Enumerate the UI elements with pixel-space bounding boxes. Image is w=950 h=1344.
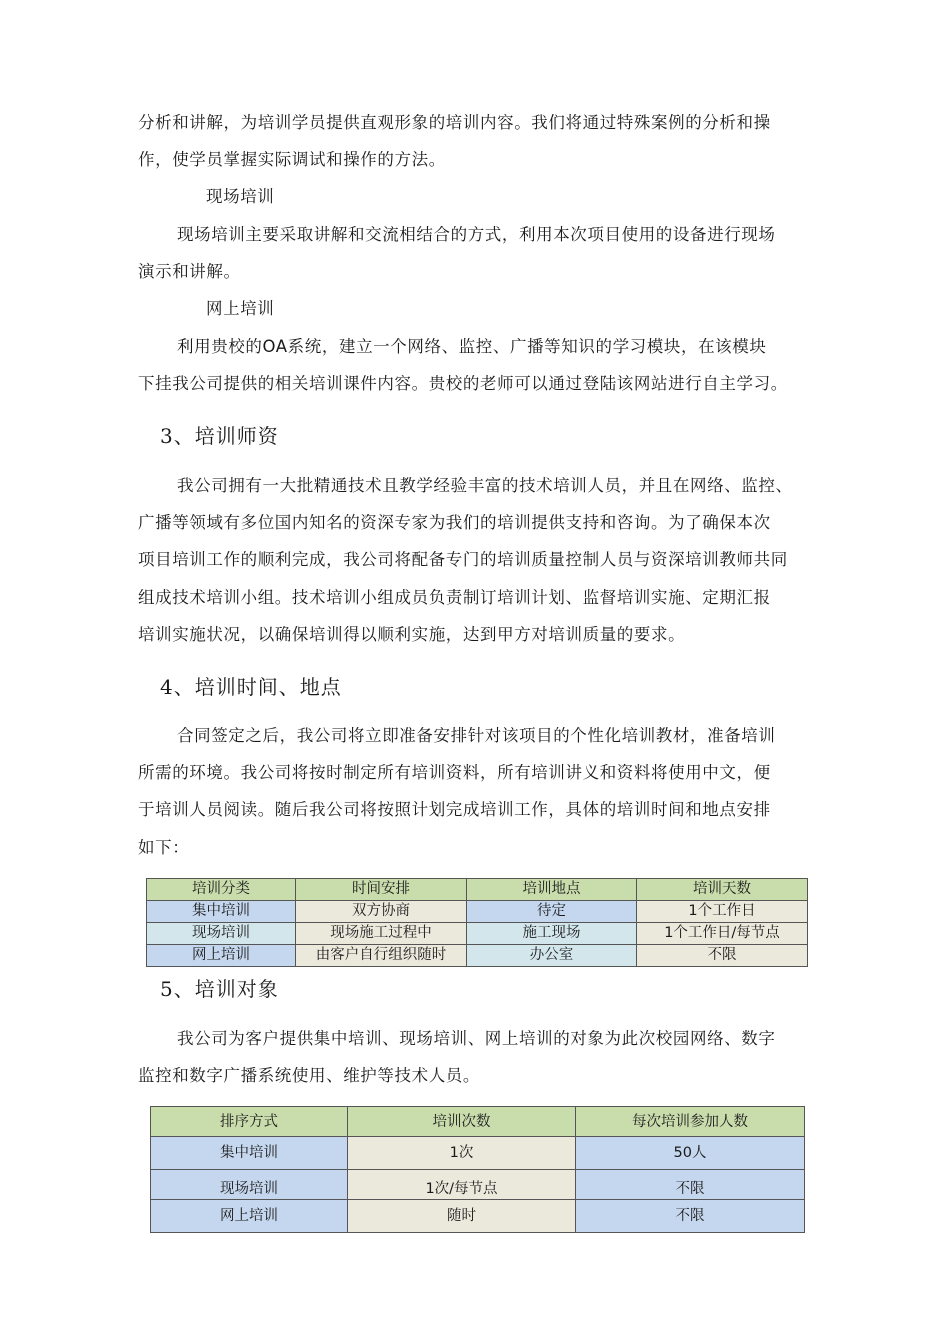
section-heading-trainers: 3、培训师资 bbox=[160, 424, 279, 448]
paragraph-line: 于培训人员阅读。随后我公司将按照计划完成培训工作，具体的培训时间和地点安排 bbox=[138, 800, 771, 819]
table-row bbox=[151, 1137, 805, 1170]
training-audience-table bbox=[150, 1106, 805, 1233]
table-header-cell: 培训次数 bbox=[348, 1107, 576, 1137]
table-row bbox=[147, 945, 808, 967]
subsection-title-online: 网上培训 bbox=[206, 299, 275, 318]
paragraph-line: 下挂我公司提供的相关培训课件内容。贵校的老师可以通过登陆该网站进行自主学习。 bbox=[138, 374, 788, 393]
paragraph-line: 分析和讲解，为培训学员提供直观形象的培训内容。我们将通过特殊案例的分析和操 bbox=[138, 113, 771, 132]
table-cell: 网上培训 bbox=[147, 945, 296, 967]
paragraph-line: 利用贵校的OA系统，建立一个网络、监控、广播等知识的学习模块，在该模块 bbox=[177, 337, 767, 356]
table-cell: 1次 bbox=[348, 1137, 576, 1170]
table-header-row bbox=[151, 1107, 805, 1137]
training-schedule-table bbox=[146, 878, 808, 967]
paragraph-line: 如下： bbox=[138, 838, 190, 857]
table-header-row bbox=[147, 879, 808, 901]
table-row bbox=[147, 923, 808, 945]
table-row bbox=[151, 1170, 805, 1200]
table-cell: 50人 bbox=[576, 1137, 805, 1170]
table-cell: 待定 bbox=[467, 901, 637, 923]
paragraph-line: 我公司为客户提供集中培训、现场培训、网上培训的对象为此次校园网络、数字 bbox=[177, 1029, 776, 1048]
paragraph-line: 现场培训主要采取讲解和交流相结合的方式，利用本次项目使用的设备进行现场 bbox=[177, 225, 776, 244]
paragraph-line: 项目培训工作的顺利完成，我公司将配备专门的培训质量控制人员与资深培训教师共同 bbox=[138, 550, 788, 569]
table-cell: 集中培训 bbox=[151, 1137, 348, 1170]
paragraph-line: 培训实施状况，以确保培训得以顺利实施，达到甲方对培训质量的要求。 bbox=[138, 625, 686, 644]
table-cell: 不限 bbox=[576, 1170, 805, 1200]
paragraph-line: 组成技术培训小组。技术培训小组成员负责制订培训计划、监督培训实施、定期汇报 bbox=[138, 588, 771, 607]
table-row bbox=[151, 1200, 805, 1233]
table-cell: 1个工作日 bbox=[637, 901, 808, 923]
table-cell: 现场施工过程中 bbox=[296, 923, 467, 945]
table-header-cell: 排序方式 bbox=[151, 1107, 348, 1137]
table-cell: 1个工作日/每节点 bbox=[637, 923, 808, 945]
table-cell: 不限 bbox=[637, 945, 808, 967]
table-row bbox=[147, 901, 808, 923]
table-cell: 随时 bbox=[348, 1200, 576, 1233]
paragraph-line: 广播等领域有多位国内知名的资深专家为我们的培训提供支持和咨询。为了确保本次 bbox=[138, 513, 771, 532]
table-cell: 1次/每节点 bbox=[348, 1170, 576, 1200]
table-header-cell: 培训地点 bbox=[467, 879, 637, 901]
table-cell: 集中培训 bbox=[147, 901, 296, 923]
paragraph-line: 演示和讲解。 bbox=[138, 262, 241, 281]
table-header-cell: 时间安排 bbox=[296, 879, 467, 901]
table-header-cell: 每次培训参加人数 bbox=[576, 1107, 805, 1137]
paragraph-line: 我公司拥有一大批精通技术且教学经验丰富的技术培训人员，并且在网络、监控、 bbox=[177, 476, 793, 495]
table-cell: 现场培训 bbox=[151, 1170, 348, 1200]
paragraph-line: 所需的环境。我公司将按时制定所有培训资料，所有培训讲义和资料将使用中文，便 bbox=[138, 763, 771, 782]
section-heading-time-location: 4、培训时间、地点 bbox=[160, 675, 342, 699]
table-header-cell: 培训分类 bbox=[147, 879, 296, 901]
table-cell: 双方协商 bbox=[296, 901, 467, 923]
subsection-title-onsite: 现场培训 bbox=[206, 187, 275, 206]
paragraph-line: 合同签定之后，我公司将立即准备安排针对该项目的个性化培训教材，准备培训 bbox=[177, 726, 776, 745]
section-heading-audience: 5、培训对象 bbox=[160, 977, 279, 1001]
table-cell: 网上培训 bbox=[151, 1200, 348, 1233]
table-cell: 施工现场 bbox=[467, 923, 637, 945]
table-cell: 不限 bbox=[576, 1200, 805, 1233]
paragraph-line: 作，使学员掌握实际调试和操作的方法。 bbox=[138, 150, 446, 169]
table-cell: 办公室 bbox=[467, 945, 637, 967]
table-cell: 由客户自行组织随时 bbox=[296, 945, 467, 967]
table-header-cell: 培训天数 bbox=[637, 879, 808, 901]
paragraph-line: 监控和数字广播系统使用、维护等技术人员。 bbox=[138, 1066, 480, 1085]
table-cell: 现场培训 bbox=[147, 923, 296, 945]
